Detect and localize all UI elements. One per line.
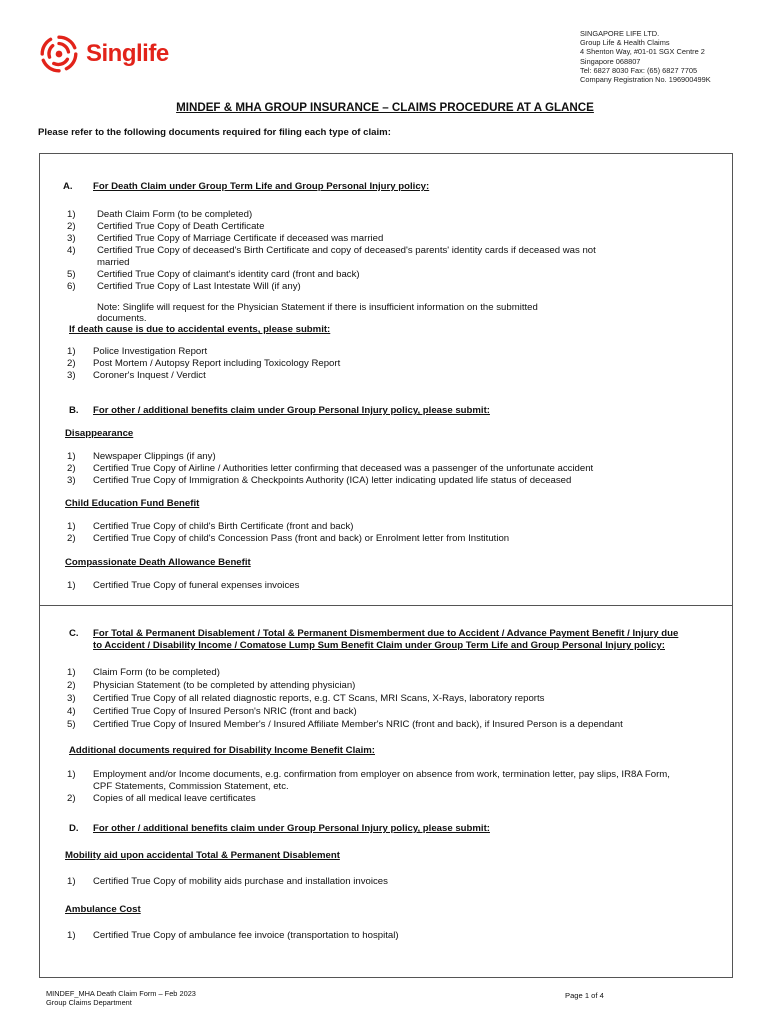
list-number: 5) xyxy=(67,719,76,730)
list-number: 1) xyxy=(67,346,76,357)
section-c-heading-cont: to Accident / Disability Income / Comatose Lump Sum Benefit Claim under Group Term Life and Group Personal Injury policy: xyxy=(93,640,665,651)
list-item: Coroner's Inquest / Verdict xyxy=(93,370,206,381)
ambulance-cost-heading: Ambulance Cost xyxy=(65,904,141,915)
list-number: 5) xyxy=(67,269,76,280)
company-line: Tel: 6827 8030 Fax: (65) 6827 7705 xyxy=(580,65,698,75)
list-item: Certified True Copy of Marriage Certificate if deceased was married xyxy=(97,233,384,244)
list-item: Certified True Copy of Airline / Authorities letter confirming that deceased was a passenger of the unfortunate accident xyxy=(93,463,594,474)
singlife-logo xyxy=(38,33,169,75)
list-number: 2) xyxy=(67,358,76,369)
section-b-letter: B. xyxy=(69,405,79,416)
section-d-letter: D. xyxy=(69,823,79,834)
list-number: 2) xyxy=(67,680,76,691)
list-item: Certified True Copy of Last Intestate Will (if any) xyxy=(97,281,301,292)
child-education-heading: Child Education Fund Benefit xyxy=(65,498,200,509)
list-item: Certified True Copy of Insured Member's / Insured Affiliate Member's NRIC (front and back), if Insured Person is a dependant xyxy=(93,719,623,730)
page-number: Page 1 of 4 xyxy=(565,991,604,1000)
company-line: 4 Shenton Way, #01-01 SGX Centre 2 xyxy=(580,47,705,57)
list-item: Copies of all medical leave certificates xyxy=(93,793,256,804)
list-number: 4) xyxy=(67,706,76,717)
company-line: SINGAPORE LIFE LTD. xyxy=(580,29,660,38)
section-c-letter: C. xyxy=(69,628,79,639)
list-item: Newspaper Clippings (if any) xyxy=(93,451,216,462)
list-number: 2) xyxy=(67,793,76,804)
list-number: 1) xyxy=(67,769,76,780)
list-item: Certified True Copy of all related diagnostic reports, e.g. CT Scans, MRI Scans, X-Rays, laboratory reports xyxy=(93,693,545,704)
section-a-letter: A. xyxy=(63,181,73,192)
company-line: Group Life & Health Claims xyxy=(580,38,670,48)
list-item: Certified True Copy of claimant's identity card (front and back) xyxy=(97,269,360,280)
company-line: Singapore 068807 xyxy=(580,56,641,66)
section-d-heading: For other / additional benefits claim under Group Personal Injury policy, please submit: xyxy=(93,823,490,834)
section-box-a-b xyxy=(39,153,733,605)
brand-name: Singlife xyxy=(86,40,169,67)
list-item: Certified True Copy of mobility aids purchase and installation invoices xyxy=(93,876,388,887)
list-number: 3) xyxy=(67,693,76,704)
list-item: Certified True Copy of deceased's Birth Certificate and copy of deceased's parents' identity cards if deceased was not xyxy=(97,245,596,256)
list-item-continuation: CPF Statements, Commission Statement, etc. xyxy=(93,781,289,792)
document-title: MINDEF & MHA GROUP INSURANCE – CLAIMS PROCEDURE AT A GLANCE xyxy=(176,101,594,114)
list-number: 1) xyxy=(67,451,76,462)
list-item: Certified True Copy of Immigration & Checkpoints Authority (ICA) letter indicating updated life status of deceased xyxy=(93,475,572,486)
list-item-continuation: married xyxy=(97,257,130,268)
intro-text: Please refer to the following documents required for filing each type of claim: xyxy=(38,127,391,138)
list-number: 6) xyxy=(67,281,76,292)
disappearance-heading: Disappearance xyxy=(65,428,134,439)
list-number: 3) xyxy=(67,370,76,381)
list-item: Post Mortem / Autopsy Report including Toxicology Report xyxy=(93,358,341,369)
list-number: 2) xyxy=(67,463,76,474)
list-number: 3) xyxy=(67,475,76,486)
list-number: 1) xyxy=(67,667,76,678)
list-item: Certified True Copy of Insured Person's NRIC (front and back) xyxy=(93,706,357,717)
list-number: 3) xyxy=(67,233,76,244)
list-number: 4) xyxy=(67,245,76,256)
list-item: Claim Form (to be completed) xyxy=(93,667,220,678)
compassionate-heading: Compassionate Death Allowance Benefit xyxy=(65,557,251,568)
section-a-heading: For Death Claim under Group Term Life and Group Personal Injury policy: xyxy=(93,181,430,192)
note-text: documents. xyxy=(97,313,147,324)
list-number: 1) xyxy=(67,930,76,941)
list-number: 1) xyxy=(67,521,76,532)
accidental-heading: If death cause is due to accidental events, please submit: xyxy=(69,324,331,335)
disability-income-heading: Additional documents required for Disability Income Benefit Claim: xyxy=(69,745,375,756)
list-item: Physician Statement (to be completed by attending physician) xyxy=(93,680,356,691)
list-item: Certified True Copy of funeral expenses invoices xyxy=(93,580,300,591)
list-item: Death Claim Form (to be completed) xyxy=(97,209,253,220)
company-line: Company Registration No. 196900499K xyxy=(580,75,711,85)
footer-form-info xyxy=(46,989,196,1007)
list-number: 1) xyxy=(67,209,76,220)
section-c-heading: For Total & Permanent Disablement / Total & Permanent Dismemberment due to Accident / Advance Payment Benefit / Injury due xyxy=(93,628,679,639)
list-number: 1) xyxy=(67,876,76,887)
note-text: Note: Singlife will request for the Physician Statement if there is insufficient information on the submitted xyxy=(97,302,538,313)
footer-department: Group Claims Department xyxy=(46,998,132,1007)
singlife-swirl-logo-icon xyxy=(38,33,80,75)
list-item: Certified True Copy of child's Birth Certificate (front and back) xyxy=(93,521,354,532)
list-item: Employment and/or Income documents, e.g. confirmation from employer on absence from work, termination letter, pay slips, IR8A Form, xyxy=(93,769,670,780)
mobility-aid-heading: Mobility aid upon accidental Total & Permanent Disablement xyxy=(65,850,340,861)
list-number: 2) xyxy=(67,533,76,544)
company-address xyxy=(580,29,711,84)
footer-form-name: MINDEF_MHA Death Claim Form – Feb 2023 xyxy=(46,989,196,998)
section-b-heading: For other / additional benefits claim under Group Personal Injury policy, please submit: xyxy=(93,405,490,416)
list-item: Certified True Copy of ambulance fee invoice (transportation to hospital) xyxy=(93,930,399,941)
list-item: Certified True Copy of child's Concession Pass (front and back) or Enrolment letter from Institution xyxy=(93,533,510,544)
list-item: Certified True Copy of Death Certificate xyxy=(97,221,265,232)
list-number: 1) xyxy=(67,580,76,591)
list-number: 2) xyxy=(67,221,76,232)
list-item: Police Investigation Report xyxy=(93,346,208,357)
section-box-c-d xyxy=(39,605,733,978)
